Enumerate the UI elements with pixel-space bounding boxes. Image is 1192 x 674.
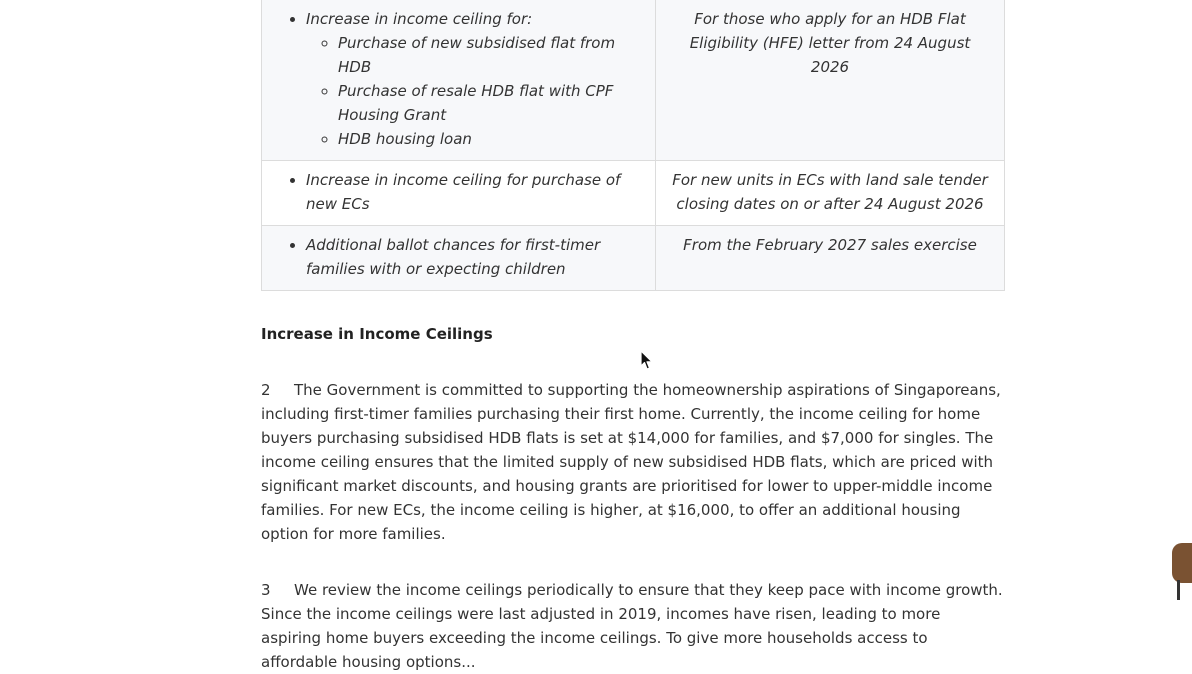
measure-text: Increase in income ceiling for: xyxy=(306,10,533,28)
sub-list-item: ◦ HDB housing loan xyxy=(338,127,643,151)
chat-widget-stem xyxy=(1177,580,1180,600)
list-item: • Additional ballot chances for first-timer families with or expecting children xyxy=(306,233,643,281)
sub-list-item: ◦ Purchase of new subsidised flat from HDB xyxy=(338,31,643,79)
paragraph-text: We review the income ceilings periodically to ensure that they keep pace with income growth. Since the income ceilings were last adjusted in 2019, incomes have risen, leading to more aspiring home buyers exceeding the income ceilings. To give more households access to affordable housing options... xyxy=(261,581,1003,671)
table-row xyxy=(262,161,1005,226)
chat-widget-icon[interactable] xyxy=(1172,543,1192,583)
paragraph-number: 2 xyxy=(261,381,271,399)
measure-cell xyxy=(262,161,656,226)
measures-table xyxy=(261,0,1005,291)
sub-list xyxy=(306,31,643,151)
effective-date-cell: For new units in ECs with land sale tender closing dates on or after 24 August 2026 xyxy=(656,161,1005,226)
article-content xyxy=(261,0,1005,674)
paragraph xyxy=(261,578,1005,674)
table-row xyxy=(262,0,1005,161)
measure-cell xyxy=(262,0,656,161)
mouse-pointer-icon xyxy=(640,350,654,372)
measure-list xyxy=(274,233,643,281)
measure-list xyxy=(274,7,643,151)
sub-list-item: ◦ Purchase of resale HDB flat with CPF Housing Grant xyxy=(338,79,643,127)
effective-date-cell: For those who apply for an HDB Flat Eligibility (HFE) letter from 24 August 2026 xyxy=(656,0,1005,161)
section-heading: Increase in Income Ceilings xyxy=(261,325,493,343)
paragraph xyxy=(261,378,1005,546)
list-item xyxy=(306,7,643,151)
list-item: • Increase in income ceiling for purchase of new ECs xyxy=(306,168,643,216)
measure-list xyxy=(274,168,643,216)
paragraph-number: 3 xyxy=(261,581,271,599)
effective-date-cell: From the February 2027 sales exercise xyxy=(656,226,1005,291)
measure-cell xyxy=(262,226,656,291)
table-row xyxy=(262,226,1005,291)
paragraph-text: The Government is committed to supporting the homeownership aspirations of Singaporeans, including first-timer families purchasing their first home. Currently, the income ceiling for home buyers purchasing subsidised HDB flats is set at $14,000 for families, and $7,000 for singles. The income ceiling ensures that the limited supply of new subsidised HDB flats, which are priced with significant market discounts, and housing grants are prioritised for lower to upper-middle income families. For new ECs, the income ceiling is higher, at $16,000, to offer an additional housing option for more families. xyxy=(261,381,1001,543)
